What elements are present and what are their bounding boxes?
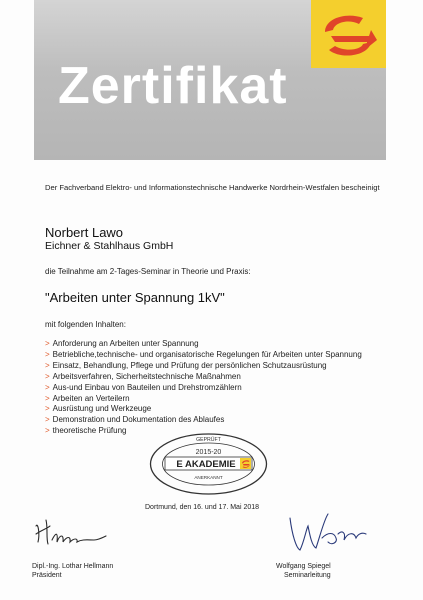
arrow-icon: >: [45, 371, 50, 381]
recipient-company: Eichner & Stahlhaus GmbH: [45, 240, 174, 252]
right-signatory-name: Wolfgang Spiegel: [276, 563, 331, 570]
arrow-icon: >: [45, 415, 50, 425]
arrow-icon: >: [45, 382, 50, 392]
arrow-icon: >: [45, 349, 50, 359]
seminar-title: "Arbeiten unter Spannung 1kV": [45, 290, 225, 305]
list-item: > Demonstration und Dokumentation des Ablaufes: [45, 415, 225, 425]
seal-label: E AKADEMIE: [176, 459, 236, 470]
seal-bottom-text: ANERKANNT: [194, 475, 223, 480]
certificate-title: Zertifikat: [58, 57, 288, 115]
contents-intro: mit folgenden Inhalten:: [45, 320, 126, 329]
akademie-seal: [148, 432, 269, 496]
arrow-icon: >: [45, 360, 50, 370]
left-signatory-role: Präsident: [32, 572, 62, 579]
arrow-icon: >: [45, 404, 50, 414]
recipient-name: Norbert Lawo: [45, 225, 124, 240]
contents-list: [45, 339, 362, 437]
list-item: > Arbeitsverfahren, Sicherheitstechnische Maßnahmen: [45, 371, 241, 381]
list-item: > Einsatz, Behandlung, Pflege und Prüfung der persönlichen Schutzausrüstung: [45, 360, 327, 370]
place-date: Dortmund, den 16. und 17. Mai 2018: [145, 504, 260, 511]
list-item: > Aus-und Einbau von Bauteilen und Drehstromzählern: [45, 382, 242, 392]
seal-top-text: GEPRÜFT: [196, 437, 221, 443]
arrow-icon: >: [45, 426, 50, 436]
right-signatory-role: Seminarleitung: [284, 572, 331, 579]
e-logo: [311, 0, 386, 68]
list-item: > Betriebliche,technische- und organisatorische Regelungen für Arbeiten unter Spannung: [45, 349, 362, 359]
right-signature: [282, 506, 372, 558]
list-item: > Arbeiten an Verteilern: [45, 393, 130, 403]
arrow-icon: >: [45, 339, 50, 348]
left-signatory-name: Dipl.-Ing. Lothar Hellmann: [32, 563, 114, 570]
left-signature: [30, 512, 110, 552]
e-logo-icon: [311, 0, 386, 68]
list-item: > theoretische Prüfung: [45, 426, 127, 436]
seal-year: 2015-20: [195, 449, 222, 456]
arrow-icon: >: [45, 393, 50, 403]
issuer-statement: Der Fachverband Elektro- und Informationstechnische Handwerke Nordrhein-Westfalen bescheinigt: [45, 183, 380, 192]
participation-text: die Teilnahme am 2-Tages-Seminar in Theorie und Praxis:: [45, 267, 251, 276]
seal-e-logo-icon: [240, 458, 251, 469]
list-item: > Anforderung an Arbeiten unter Spannung: [45, 339, 199, 348]
list-item: > Ausrüstung und Werkzeuge: [45, 404, 152, 414]
